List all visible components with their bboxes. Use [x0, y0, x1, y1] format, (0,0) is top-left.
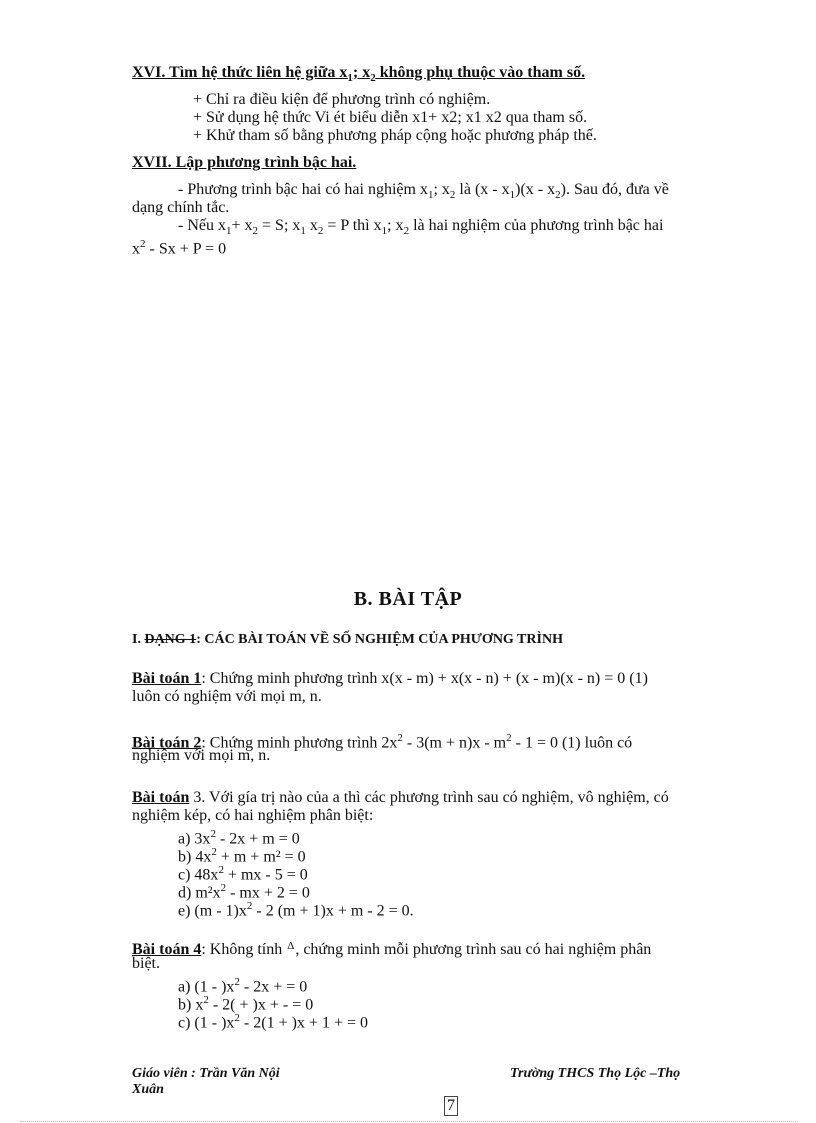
exercise-2-label: Bài toán 2 [132, 734, 202, 752]
section-b-title: B. BÀI TẬP [353, 588, 463, 610]
section-xvii-heading: XVII. Lập phương trình bậc hai. [132, 154, 357, 171]
exercise-3: Bài toán 3. Với gía trị nào của a thì các phương trình sau có nghiệm, vô nghiệm, có [132, 789, 669, 806]
exercise-3-item-b: b) $4x^2 + m + m^2 = 0$ [178, 846, 306, 866]
exercise-4-item-c: c) $(1 - )x^2 - 2(1 + )x + 1$ + = 0 [178, 1012, 368, 1032]
exercise-4-label: Bài toán 4 [132, 941, 202, 958]
exercise-1-line2: luôn có nghiệm với mọi m, n. [132, 688, 322, 705]
xvii-para-2: - Nếu $x_1+ x_2 = S$; $x_1$ $x_2 = P$ thì $x_1$; $x_2$ là hai nghiệm của phương trình bậc hai [178, 217, 664, 238]
exercise-3-item-c: c) $48x^2$ + mx - 5 = 0 [178, 864, 308, 884]
footer-teacher: Giáo viên : Trần Văn Nội [132, 1066, 280, 1081]
xvii-para-1-line2: dạng chính tắc. [132, 199, 230, 216]
exercise-4-item-b: b) $x^2 - 2( + )x$ + - = 0 [178, 994, 314, 1014]
xvii-para-1: - Phương trình bậc hai có hai nghiệm $x_1$; $x_2$ là $(x - x_1)(x - x_2)$. Sau đó, đưa về [178, 181, 669, 202]
xvi-item-3: + Khử tham số bằng phương pháp cộng hoặc phương pháp thế. [193, 127, 597, 144]
section-xvi-heading: XVI. Tìm hệ thức liên hệ giữa $x_1$; $x_2$ không phụ thuộc vào tham số. [132, 64, 586, 85]
exercise-4-line2: biệt. [132, 955, 160, 972]
exercise-4: Bài toán 4: Không tính Δ, chứng minh mỗi phương trình sau có hai nghiệm phân [132, 937, 651, 959]
dang-1-heading: I. DẠNG 1: CÁC BÀI TOÁN VỀ SỐ NGHIỆM CỦA PHƯƠNG TRÌNH [132, 632, 563, 647]
delta-icon: Δ [287, 940, 295, 952]
xvi-item-1: + Chỉ ra điều kiện để phương trình có nghiệm. [193, 91, 491, 108]
exercise-4-item-a: a) $(1 - )x^2 - 2x$ + = 0 [178, 976, 308, 996]
page-number: 7 [444, 1096, 458, 1116]
footer-school: Trường THCS Thọ Lộc –Thọ [510, 1066, 681, 1081]
page-bottom-divider [20, 1121, 796, 1122]
exercise-3-label: Bài toán [132, 789, 190, 806]
xvi-item-2: + Sử dụng hệ thức Vi ét biểu diễn x1+ x2; x1 x2 qua tham số. [193, 109, 588, 126]
exercise-3-item-a: a) $3x^2 - 2x + m = 0$ [178, 828, 300, 848]
exercise-2-line2: nghiệm với mọi m, n. [132, 747, 271, 764]
exercise-1-label: Bài toán 1 [132, 670, 202, 687]
exercise-3-item-d: d) $m^2x^2$ - mx + 2 = 0 [178, 882, 310, 902]
exercise-3-line2: nghiệm kép, có hai nghiệm phân biệt: [132, 807, 374, 824]
exercise-1: Bài toán 1: Chứng minh phương trình x(x - m) + x(x - n) + (x - m)(x - n) = 0 (1) [132, 670, 648, 687]
exercise-2: Bài toán 2: Chứng minh phương trình $2x^2 - 3(m + n)x - m^2 - 1 = 0$ (1) luôn có [132, 732, 633, 752]
xvii-para-2-line2: $x^2 - Sx + P = 0$ [132, 238, 227, 258]
footer-school-line2: Xuân [132, 1082, 164, 1097]
exercise-3-item-e: e) $(m - 1)x^2 - 2$ (m + 1)x + m - 2 = 0. [178, 900, 414, 920]
